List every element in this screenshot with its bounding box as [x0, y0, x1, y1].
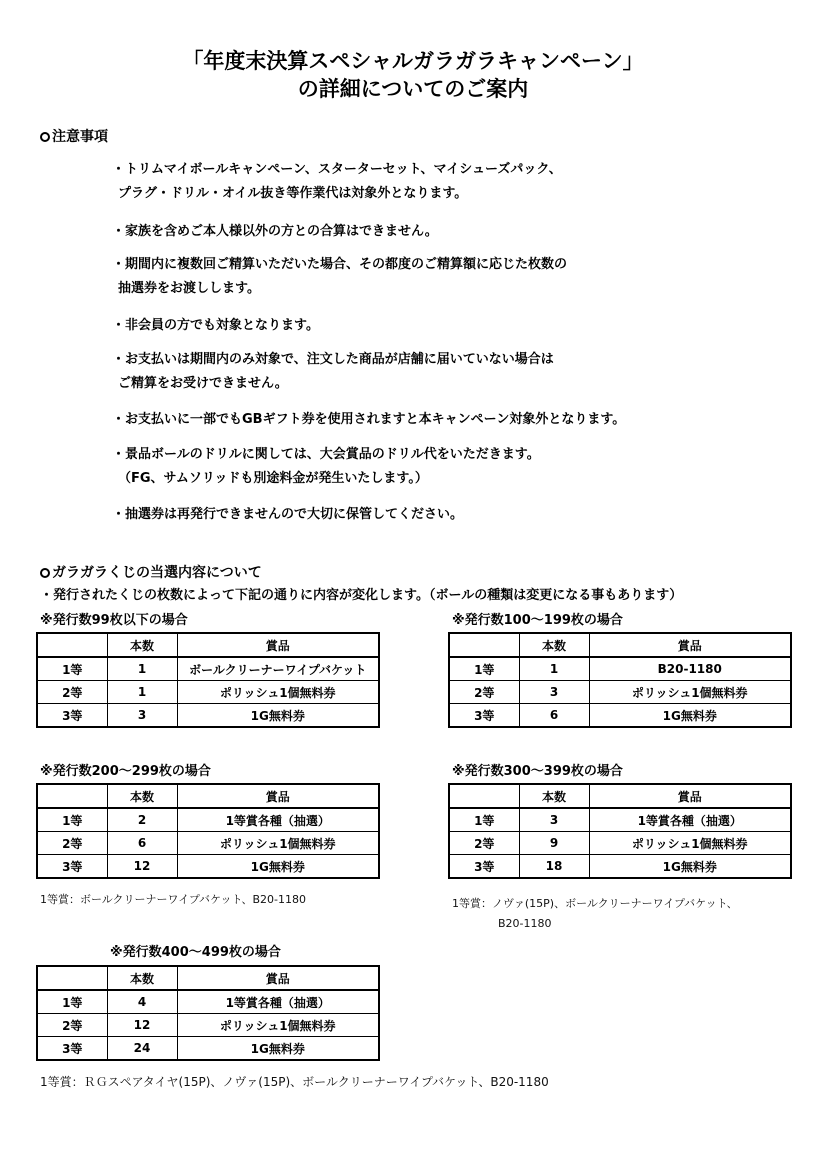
note-line: ・お支払いに一部でもGBギフト券を使用されますと本キャンペーン対象外となります。 — [112, 412, 626, 427]
table-row — [449, 681, 791, 704]
prize-table — [36, 783, 380, 879]
table-row — [37, 657, 379, 681]
note-item — [112, 220, 438, 244]
note-item — [112, 503, 463, 527]
table-footnote: 1等賞：ＲＧスペアタイヤ(15P)、ノヴァ(15P)、ボールクリーナーワイプバケット、B20-1180 — [40, 1075, 549, 1089]
note-line: （FG、サムソリッドも別途料金が発生いたします。） — [118, 471, 428, 486]
table-header-cell — [449, 784, 519, 808]
note-line: ・家族を含めご本人様以外の方との合算はできません。 — [112, 224, 438, 239]
circle-bullet-icon — [40, 132, 50, 142]
note-item — [112, 348, 554, 396]
table-caption: ※発行数99枚以下の場合 — [40, 613, 188, 628]
table-cell: 3 — [519, 808, 589, 832]
note-line: ・期間内に複数回ご精算いただいた場合、その都度のご精算額に応じた枚数の — [112, 257, 568, 272]
note-line: プラグ・ドリル・オイル抜き等作業代は対象外となります。 — [118, 186, 468, 201]
table-cell: ポリッシュ1個無料券 — [589, 832, 791, 855]
table-cell: 9 — [519, 832, 589, 855]
prize-table — [36, 965, 380, 1061]
table-header-cell: 本数 — [107, 784, 177, 808]
table-footnote: 1等賞：ボールクリーナーワイプバケット、B20-1180 — [40, 893, 306, 906]
table-row — [37, 808, 379, 832]
table-cell: B20-1180 — [589, 657, 791, 681]
table-cell: 2等 — [449, 681, 519, 704]
prize-table — [448, 632, 792, 728]
prize-table — [36, 632, 380, 728]
table-caption: ※発行数400～499枚の場合 — [110, 945, 281, 960]
table-cell: ポリッシュ1個無料券 — [177, 832, 379, 855]
table-header-cell: 賞品 — [589, 633, 791, 657]
table-header-cell: 本数 — [519, 633, 589, 657]
table-footnote: 1等賞：ノヴァ(15P)、ボールクリーナーワイプバケット、 — [452, 897, 738, 910]
note-line: ご精算をお受けできません。 — [118, 376, 288, 391]
table-header-cell: 賞品 — [177, 633, 379, 657]
table-header-cell: 賞品 — [589, 784, 791, 808]
table-row — [37, 1014, 379, 1037]
table-header-cell — [37, 633, 107, 657]
table-row — [37, 681, 379, 704]
note-line: ・非会員の方でも対象となります。 — [112, 318, 319, 333]
table-cell: 1G無料券 — [589, 855, 791, 879]
table-cell: 3 — [519, 681, 589, 704]
table-row — [37, 1037, 379, 1061]
table-cell: 1 — [107, 681, 177, 704]
table-row — [449, 657, 791, 681]
table-footnote: B20-1180 — [498, 917, 552, 930]
table-cell: 3等 — [37, 855, 107, 879]
prize-heading — [40, 564, 262, 582]
note-line: ・トリムマイボールキャンペーン、スターターセット、マイシューズパック、 — [112, 162, 562, 177]
table-cell: 1等賞各種（抽選） — [589, 808, 791, 832]
table-header-cell: 本数 — [107, 966, 177, 990]
table-header-cell: 本数 — [107, 633, 177, 657]
table-cell: 3等 — [449, 704, 519, 728]
table-header-cell: 本数 — [519, 784, 589, 808]
table-cell: ポリッシュ1個無料券 — [589, 681, 791, 704]
table-cell: 12 — [107, 1014, 177, 1037]
table-cell: 6 — [519, 704, 589, 728]
table-header-cell: 賞品 — [177, 784, 379, 808]
table-cell: 1等 — [37, 990, 107, 1014]
table-cell: 2 — [107, 808, 177, 832]
table-cell: 1G無料券 — [177, 855, 379, 879]
table-header-cell: 賞品 — [177, 966, 379, 990]
table-cell: 1等 — [449, 808, 519, 832]
table-cell: 3等 — [449, 855, 519, 879]
note-item — [112, 158, 562, 206]
notes-heading-text: 注意事項 — [52, 129, 108, 145]
note-item — [112, 253, 567, 301]
table-header-row — [449, 784, 791, 808]
table-cell: 1等 — [37, 657, 107, 681]
table-cell: 3等 — [37, 1037, 107, 1061]
table-cell: 24 — [107, 1037, 177, 1061]
title-line-2: の詳細についてのご案内 — [297, 77, 529, 101]
table-cell: 1等 — [449, 657, 519, 681]
note-line: ・抽選券は再発行できませんので大切に保管してください。 — [112, 507, 464, 522]
notes-heading — [40, 128, 108, 146]
table-row — [37, 832, 379, 855]
prize-intro: ・発行されたくじの枚数によって下記の通りに内容が変化します。（ボールの種類は変更になる事もあります） — [40, 588, 683, 603]
table-cell: 2等 — [37, 832, 107, 855]
table-cell: 2等 — [37, 681, 107, 704]
table-header-row — [37, 633, 379, 657]
table-cell: 6 — [107, 832, 177, 855]
table-caption: ※発行数300～399枚の場合 — [452, 764, 623, 779]
table-header-row — [37, 784, 379, 808]
table-cell: 1G無料券 — [589, 704, 791, 728]
table-cell: 2等 — [449, 832, 519, 855]
table-cell: 3等 — [37, 704, 107, 728]
table-cell: 1等賞各種（抽選） — [177, 808, 379, 832]
table-row — [37, 990, 379, 1014]
table-cell: 4 — [107, 990, 177, 1014]
table-header-cell — [37, 784, 107, 808]
circle-bullet-icon — [40, 568, 50, 578]
table-cell: 1 — [107, 657, 177, 681]
prize-heading-text: ガラガラくじの当選内容について — [52, 565, 262, 581]
table-header-row — [449, 633, 791, 657]
note-item — [112, 443, 540, 491]
prize-table — [448, 783, 792, 879]
table-cell: 18 — [519, 855, 589, 879]
title-line-1: 「年度末決算スペシャルガラガラキャンペーン」 — [182, 49, 644, 73]
table-cell: 1G無料券 — [177, 704, 379, 728]
note-line: 抽選券をお渡しします。 — [118, 281, 260, 296]
table-row — [37, 855, 379, 879]
table-row — [449, 855, 791, 879]
note-line: ・お支払いは期間内のみ対象で、注文した商品が店舗に届いていない場合は — [112, 352, 554, 367]
table-row — [449, 808, 791, 832]
table-cell: 12 — [107, 855, 177, 879]
table-cell: 1等 — [37, 808, 107, 832]
table-cell: ポリッシュ1個無料券 — [177, 1014, 379, 1037]
table-row — [37, 704, 379, 728]
note-item — [112, 314, 319, 338]
table-header-row — [37, 966, 379, 990]
table-header-cell — [449, 633, 519, 657]
table-cell: 1等賞各種（抽選） — [177, 990, 379, 1014]
table-cell: 1G無料券 — [177, 1037, 379, 1061]
note-item — [112, 408, 625, 432]
table-cell: 1 — [519, 657, 589, 681]
table-cell: 3 — [107, 704, 177, 728]
table-cell: 2等 — [37, 1014, 107, 1037]
note-line: ・景品ボールのドリルに関しては、大会賞品のドリル代をいただきます。 — [112, 447, 540, 462]
table-row — [449, 832, 791, 855]
table-cell: ボールクリーナーワイプバケット — [177, 657, 379, 681]
table-header-cell — [37, 966, 107, 990]
table-caption: ※発行数100～199枚の場合 — [452, 613, 623, 628]
table-caption: ※発行数200～299枚の場合 — [40, 764, 211, 779]
table-cell: ポリッシュ1個無料券 — [177, 681, 379, 704]
table-row — [449, 704, 791, 728]
